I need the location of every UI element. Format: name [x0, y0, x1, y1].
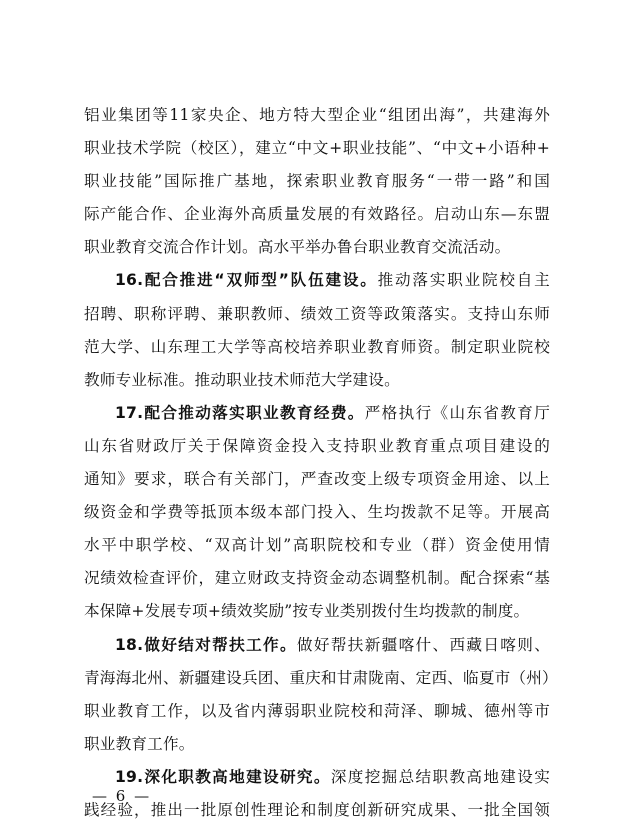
text-line: 招聘、职称评聘、兼职教师、绩效工资等政策落实。支持山东师	[84, 304, 550, 323]
item-first-line	[84, 397, 550, 430]
item-heading: 18.做好结对帮扶工作。	[115, 635, 297, 654]
text-line: 教师专业标准。推动职业技术师范大学建设。	[84, 370, 400, 389]
item-heading: 19.深化职教高地建设研究。	[115, 767, 331, 786]
text-line: 青海海北州、新疆建设兵团、重庆和甘肃陇南、定西、临夏市（州）	[84, 668, 558, 687]
item-first-line	[84, 629, 550, 662]
item-heading: 16.配合推进“双师型”队伍建设。	[115, 271, 378, 290]
item-19	[84, 761, 550, 827]
text-line: 际产能合作、企业海外高质量发展的有效路径。启动山东—东盟	[84, 205, 550, 224]
text-line: 级资金和学费等抵顶本级本部门投入、生均拨款不足等。开展高	[84, 503, 550, 522]
text-line: 范大学、山东理工大学等高校培养职业教育师资。制定职业院校	[84, 337, 550, 356]
page-number: — 6 —	[92, 787, 152, 805]
item-text: 推动落实职业院校自主	[377, 271, 550, 290]
text-line: 况绩效检查评价，建立财政支持资金动态调整机制。配合探索“基	[84, 569, 550, 588]
text-line: 践经验，推出一批原创性理论和制度创新研究成果、一批全国领	[84, 800, 550, 819]
text-line: 职业技术学院（校区），建立“中文+职业技能”、“中文+小语种+	[84, 139, 550, 158]
item-text: 深度挖掘总结职教高地建设实	[330, 767, 550, 786]
item-18	[84, 629, 558, 761]
text-line: 职业技能”国际推广基地，探索职业教育服务“一带一路”和国	[84, 172, 550, 191]
item-17	[84, 397, 550, 629]
text-line: 水平中职学校、“双高计划”高职院校和专业（群）资金使用情	[84, 536, 550, 555]
item-16	[84, 264, 550, 396]
text-line: 职业教育工作。	[84, 734, 195, 753]
item-text: 做好帮扶新疆喀什、西藏日喀则、	[296, 635, 550, 654]
paragraph-intro	[84, 99, 550, 264]
text-line: 职业教育交流合作计划。高水平举办鲁台职业教育交流活动。	[84, 238, 511, 257]
text-line: 通知》要求，联合有关部门，严查改变上级专项资金用途、以上	[84, 470, 550, 489]
item-first-line	[84, 761, 550, 794]
text-line: 本保障+发展专项+绩效奖励”按专业类别拨付生均拨款的制度。	[84, 602, 530, 621]
text-line: 山东省财政厅关于保障资金投入支持职业教育重点项目建设的	[84, 436, 550, 455]
item-first-line	[84, 264, 550, 297]
text-line: 铝业集团等11家央企、地方特大型企业“组团出海”，共建海外	[84, 106, 550, 124]
text-line: 职业教育工作，以及省内薄弱职业院校和菏泽、聊城、德州等市	[84, 701, 550, 720]
item-text: 严格执行《山东省教育厅	[364, 403, 550, 422]
item-heading: 17.配合推动落实职业教育经费。	[115, 403, 365, 422]
body-text	[84, 99, 558, 827]
